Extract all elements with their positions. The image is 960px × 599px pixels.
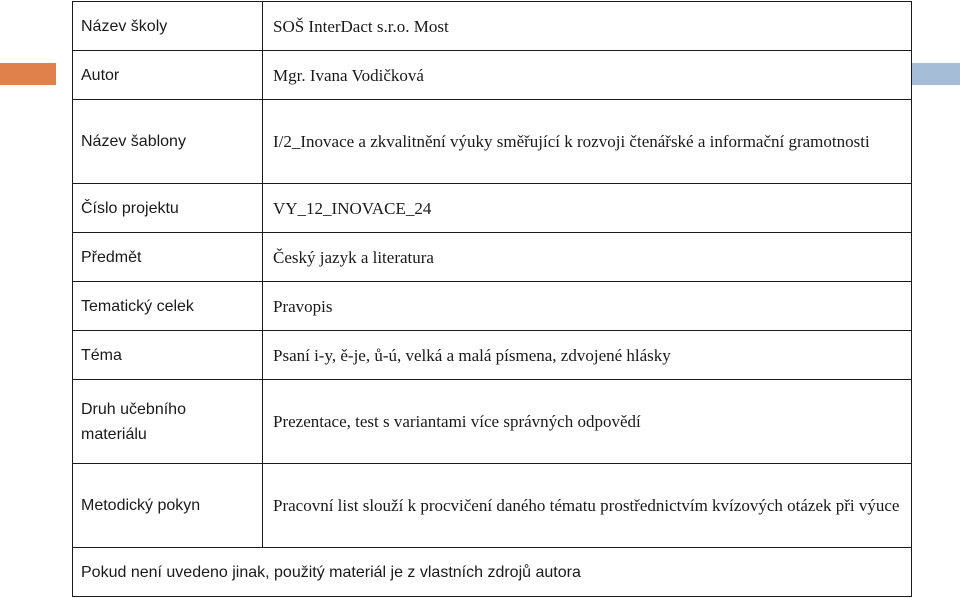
value-material-type: Prezentace, test s variantami více správných odpovědí <box>263 380 912 464</box>
label-template-name: Název šablony <box>73 100 263 184</box>
value-project-number: VY_12_INOVACE_24 <box>263 184 912 233</box>
label-topic: Téma <box>73 331 263 380</box>
table-row-template <box>73 100 912 184</box>
label-methodical-note: Metodický pokyn <box>73 464 263 548</box>
table-row-material-type <box>73 380 912 464</box>
table-row-subject <box>73 233 912 282</box>
accent-bar-left <box>0 63 56 85</box>
value-author: Mgr. Ivana Vodičková <box>263 51 912 100</box>
accent-bar-right <box>910 63 960 85</box>
table-row-methodical-note <box>73 464 912 548</box>
label-subject: Předmět <box>73 233 263 282</box>
table-row-footer <box>73 548 912 597</box>
table-row-topic <box>73 331 912 380</box>
value-methodical-note: Pracovní list slouží k procvičení daného tématu prostřednictvím kvízových otázek při výuce <box>263 464 912 548</box>
footer-note: Pokud není uvedeno jinak, použitý materiál je z vlastních zdrojů autora <box>73 548 912 597</box>
table-row-school <box>73 2 912 51</box>
label-author: Autor <box>73 51 263 100</box>
label-material-type: Druh učebního materiálu <box>73 380 263 464</box>
value-school-name: SOŠ InterDact s.r.o. Most <box>263 2 912 51</box>
metadata-table <box>72 1 912 597</box>
table-row-author <box>73 51 912 100</box>
label-school-name: Název školy <box>73 2 263 51</box>
table-row-thematic-unit <box>73 282 912 331</box>
label-project-number: Číslo projektu <box>73 184 263 233</box>
value-topic: Psaní i-y, ě-je, ů-ú, velká a malá písmena, zdvojené hlásky <box>263 331 912 380</box>
value-subject: Český jazyk a literatura <box>263 233 912 282</box>
table-row-project-number <box>73 184 912 233</box>
value-template-name: I/2_Inovace a zkvalitnění výuky směřující k rozvoji čtenářské a informační gramotnosti <box>263 100 912 184</box>
label-thematic-unit: Tematický celek <box>73 282 263 331</box>
value-thematic-unit: Pravopis <box>263 282 912 331</box>
